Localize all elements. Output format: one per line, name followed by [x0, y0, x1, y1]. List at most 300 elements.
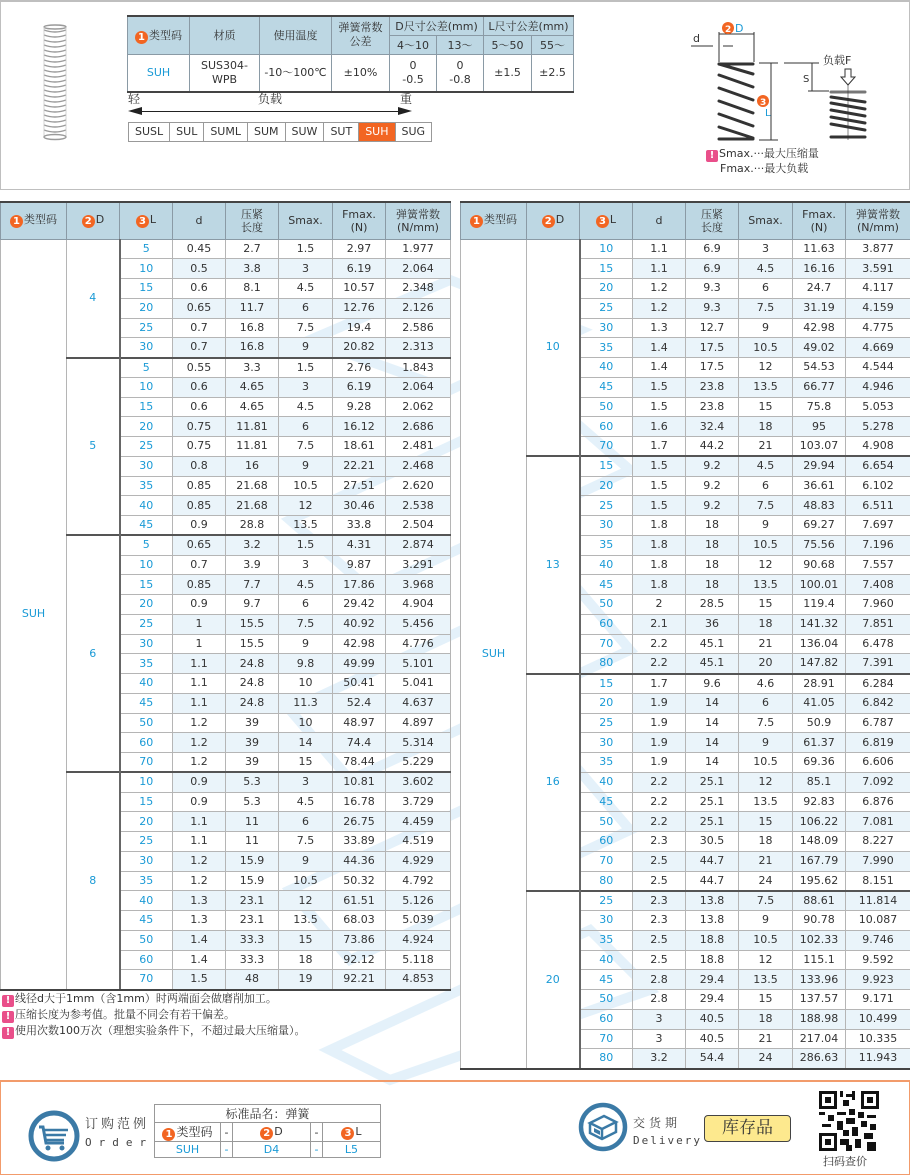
smax-cell: 18 [739, 417, 793, 437]
L-cell: 35 [580, 535, 633, 555]
solid-length-cell: 7.7 [226, 575, 279, 595]
table-row [1, 535, 451, 555]
smax-cell: 4.5 [739, 259, 793, 279]
fmax-cell: 20.82 [333, 338, 386, 358]
d-cell: 0.8 [173, 456, 226, 476]
spring-constant-cell: 7.092 [846, 772, 910, 792]
D-cell: 13 [527, 456, 580, 673]
smax-cell: 6 [739, 693, 793, 713]
d-cell: 1.3 [173, 911, 226, 931]
L-cell: 30 [120, 634, 173, 654]
fmax-cell: 195.62 [793, 871, 846, 891]
solid-length-cell: 23.8 [686, 397, 739, 417]
solid-length-cell: 14 [686, 753, 739, 773]
spring-constant-cell: 5.126 [386, 891, 451, 911]
fmax-cell: 16.16 [793, 259, 846, 279]
L-cell: 30 [580, 733, 633, 753]
L-cell: 20 [120, 812, 173, 832]
fmax-cell: 31.19 [793, 298, 846, 318]
spring-constant-cell: 6.284 [846, 674, 910, 694]
smax-cell: 6 [279, 595, 333, 615]
col-fmax: Fmax. (N) [793, 202, 846, 239]
spring-constant-cell: 5.101 [386, 654, 451, 674]
note-item: ! 使用次数100万次（理想实验条件下，不超过最大压缩量）。 [2, 1023, 306, 1039]
D-cell: 4 [67, 239, 120, 358]
spring-constant-cell: 7.196 [846, 535, 910, 555]
smax-cell: 15 [279, 753, 333, 773]
d-cell: 1.3 [173, 891, 226, 911]
solid-length-cell: 9.2 [686, 496, 739, 516]
fmax-cell: 6.19 [333, 377, 386, 397]
spring-constant-cell: 2.126 [386, 298, 451, 318]
d-cell: 2.5 [633, 871, 686, 891]
fmax-cell: 33.89 [333, 832, 386, 852]
spring-constant-cell: 4.929 [386, 851, 451, 871]
fmax-cell: 69.27 [793, 516, 846, 536]
solid-length-cell: 25.1 [686, 772, 739, 792]
order-L-value: L5 [323, 1142, 381, 1158]
fmax-cell: 40.92 [333, 614, 386, 634]
fmax-cell: 44.36 [333, 851, 386, 871]
down-arrow-icon [841, 69, 855, 85]
solid-length-cell: 39 [226, 753, 279, 773]
spec-header-d-range2: 13～ [437, 35, 484, 54]
L-cell: 10 [120, 772, 173, 792]
d-cell: 1.5 [633, 377, 686, 397]
d-cell: 1.3 [633, 318, 686, 338]
qr-label: 扫码查价 [823, 1155, 867, 1168]
L-cell: 25 [580, 298, 633, 318]
L-cell: 20 [580, 476, 633, 496]
spring-constant-cell: 3.602 [386, 772, 451, 792]
d-cell: 1.4 [633, 358, 686, 378]
spring-constant-cell: 11.943 [846, 1049, 910, 1069]
solid-length-cell: 23.1 [226, 911, 279, 931]
spring-constant-cell: 5.118 [386, 950, 451, 970]
d-label: d [693, 32, 700, 45]
fmax-cell: 102.33 [793, 930, 846, 950]
L-cell: 70 [580, 437, 633, 457]
fmax-cell: 18.61 [333, 437, 386, 457]
series-suml[interactable]: SUML [204, 123, 248, 141]
spec-panel [0, 0, 910, 190]
fmax-cell: 50.9 [793, 713, 846, 733]
d-cell: 1.1 [633, 239, 686, 259]
spring-photo [41, 24, 69, 142]
fmax-cell: 26.75 [333, 812, 386, 832]
d-cell: 1.1 [173, 654, 226, 674]
note-item: ! 线径d大于1mm（含1mm）时两端面会做磨削加工。 [2, 991, 306, 1007]
d-cell: 1.7 [633, 437, 686, 457]
solid-length-cell: 18 [686, 575, 739, 595]
L-cell: 35 [580, 753, 633, 773]
L-cell: 40 [580, 555, 633, 575]
smax-cell: 9 [739, 516, 793, 536]
spring-constant-cell: 6.819 [846, 733, 910, 753]
warning-icon: ! [2, 1011, 14, 1023]
L-cell: 15 [120, 792, 173, 812]
spring-constant-cell: 4.792 [386, 871, 451, 891]
L-cell: 25 [580, 891, 633, 911]
d-cell: 1.7 [633, 674, 686, 694]
spring-constant-cell: 7.391 [846, 654, 910, 674]
solid-length-cell: 33.3 [226, 930, 279, 950]
smax-cell: 9 [279, 851, 333, 871]
solid-length-cell: 5.3 [226, 792, 279, 812]
d-cell: 2.2 [633, 812, 686, 832]
solid-length-cell: 13.8 [686, 891, 739, 911]
smax-cell: 18 [279, 950, 333, 970]
smax-cell: 10.5 [279, 476, 333, 496]
d-cell: 0.55 [173, 358, 226, 378]
spring-constant-cell: 2.064 [386, 259, 451, 279]
d-cell: 0.9 [173, 792, 226, 812]
fmax-cell: 48.97 [333, 713, 386, 733]
spring-constant-cell: 7.081 [846, 812, 910, 832]
spring-constant-cell: 2.538 [386, 496, 451, 516]
d-cell: 3.2 [633, 1049, 686, 1069]
solid-length-cell: 18.8 [686, 950, 739, 970]
d-cell: 0.75 [173, 437, 226, 457]
solid-length-cell: 16.8 [226, 318, 279, 338]
solid-length-cell: 9.3 [686, 279, 739, 299]
d-cell: 2.2 [633, 634, 686, 654]
col-solid-length: 压紧 长度 [686, 202, 739, 239]
L-cell: 35 [580, 338, 633, 358]
L-cell: 10 [120, 555, 173, 575]
L-cell: 35 [120, 654, 173, 674]
solid-length-cell: 11.7 [226, 298, 279, 318]
spring-constant-cell: 2.504 [386, 516, 451, 536]
fmax-cell: 217.04 [793, 1029, 846, 1049]
smax-cell: 10 [279, 674, 333, 694]
delivery-label: 交货期 Delivery [633, 1116, 702, 1147]
d-cell: 1.2 [173, 851, 226, 871]
solid-length-cell: 3.9 [226, 555, 279, 575]
fmax-cell: 16.78 [333, 792, 386, 812]
fmax-cell: 2.76 [333, 358, 386, 378]
fmax-cell: 286.63 [793, 1049, 846, 1069]
d-cell: 0.7 [173, 555, 226, 575]
smax-cell: 3 [279, 772, 333, 792]
solid-length-cell: 36 [686, 614, 739, 634]
col-L: 3 L [120, 202, 173, 239]
L-cell: 20 [580, 693, 633, 713]
d-cell: 1.2 [633, 279, 686, 299]
fmax-cell: 49.02 [793, 338, 846, 358]
shopping-cart-icon [28, 1110, 80, 1162]
spring-constant-cell: 4.776 [386, 634, 451, 654]
spring-constant-cell: 6.606 [846, 753, 910, 773]
fmax-cell: 48.83 [793, 496, 846, 516]
col-smax: Smax. [739, 202, 793, 239]
fmax-cell: 92.83 [793, 792, 846, 812]
smax-cell: 24 [739, 871, 793, 891]
solid-length-cell: 2.7 [226, 239, 279, 259]
load-light-label: 轻 [128, 92, 141, 106]
spring-constant-cell: 8.151 [846, 871, 910, 891]
solid-length-cell: 5.3 [226, 772, 279, 792]
d-cell: 2.2 [633, 772, 686, 792]
smax-cell: 14 [279, 733, 333, 753]
smax-cell: 6 [739, 476, 793, 496]
smax-cell: 13.5 [739, 377, 793, 397]
d-cell: 2.5 [633, 930, 686, 950]
solid-length-cell: 24.8 [226, 654, 279, 674]
L-cell: 70 [580, 851, 633, 871]
spring-constant-cell: 6.654 [846, 456, 910, 476]
fmax-cell: 50.32 [333, 871, 386, 891]
series-sum[interactable]: SUM [248, 123, 286, 141]
L-cell: 25 [120, 318, 173, 338]
spring-constant-cell: 6.511 [846, 496, 910, 516]
spec-header-spring-tol: 弹簧常数公差 [332, 16, 390, 54]
series-sul[interactable]: SUL [170, 123, 204, 141]
load-scale [128, 90, 412, 117]
d-cell: 2.8 [633, 990, 686, 1010]
solid-length-cell: 40.5 [686, 1009, 739, 1029]
L-cell: 45 [580, 377, 633, 397]
solid-length-cell: 11 [226, 832, 279, 852]
col-d: d [633, 202, 686, 239]
spec-header-l-range1: 5～50 [484, 35, 532, 54]
spring-constant-cell: 7.557 [846, 555, 910, 575]
fmax-cell: 68.03 [333, 911, 386, 931]
d-cell: 1.9 [633, 753, 686, 773]
L-cell: 15 [120, 279, 173, 299]
d-cell: 0.9 [173, 772, 226, 792]
d-cell: 1.8 [633, 516, 686, 536]
spring-constant-cell: 3.591 [846, 259, 910, 279]
notes [2, 991, 306, 1039]
spring-constant-cell: 1.843 [386, 358, 451, 378]
spring-constant-cell: 4.117 [846, 279, 910, 299]
L-cell: 50 [120, 713, 173, 733]
solid-length-cell: 45.1 [686, 634, 739, 654]
d-cell: 1.2 [173, 713, 226, 733]
solid-length-cell: 9.2 [686, 456, 739, 476]
smax-cell: 12 [739, 772, 793, 792]
fmax-cell: 6.19 [333, 259, 386, 279]
smax-cell: 7.5 [739, 496, 793, 516]
L-cell: 60 [580, 417, 633, 437]
col-spring-constant: 弹簧常数 (N/mm) [386, 202, 451, 239]
solid-length-cell: 45.1 [686, 654, 739, 674]
series-sut[interactable]: SUT [324, 123, 359, 141]
solid-length-cell: 25.1 [686, 792, 739, 812]
series-susl[interactable]: SUSL [129, 123, 170, 141]
badge-1: 1 [135, 31, 148, 44]
fmax-cell: 95 [793, 417, 846, 437]
solid-length-cell: 4.65 [226, 397, 279, 417]
d-cell: 2.3 [633, 891, 686, 911]
spring-constant-cell: 10.087 [846, 911, 910, 931]
fmax-cell: 12.76 [333, 298, 386, 318]
d-cell: 0.9 [173, 516, 226, 536]
smax-cell: 4.5 [279, 575, 333, 595]
smax-cell: 12 [739, 555, 793, 575]
solid-length-cell: 4.65 [226, 377, 279, 397]
smax-cell: 11.3 [279, 693, 333, 713]
solid-length-cell: 44.7 [686, 851, 739, 871]
smax-cell: 10.5 [739, 753, 793, 773]
solid-length-cell: 40.5 [686, 1029, 739, 1049]
d-cell: 1.1 [173, 674, 226, 694]
smax-cell: 10.5 [739, 535, 793, 555]
fmax-cell: 75.8 [793, 397, 846, 417]
order-title: 标准品名：弹簧 [155, 1105, 381, 1123]
spring-constant-cell: 6.478 [846, 634, 910, 654]
d-cell: 1.1 [173, 693, 226, 713]
d-cell: 1.5 [633, 456, 686, 476]
d-cell: 2.5 [633, 950, 686, 970]
solid-length-cell: 14 [686, 713, 739, 733]
type-code-cell: SUH [461, 239, 527, 1069]
order-D-value: D4 [233, 1142, 311, 1158]
L-cell: 35 [120, 476, 173, 496]
L-cell: 15 [580, 456, 633, 476]
spring-constant-cell: 3.968 [386, 575, 451, 595]
spring-constant-cell: 4.924 [386, 930, 451, 950]
smax-cell: 4.5 [739, 456, 793, 476]
smax-cell: 4.5 [279, 792, 333, 812]
series-sug[interactable]: SUG [396, 123, 432, 141]
L-cell: 45 [120, 693, 173, 713]
spring-constant-cell: 2.062 [386, 397, 451, 417]
spring-constant-cell: 7.990 [846, 851, 910, 871]
fmax-cell: 52.4 [333, 693, 386, 713]
fmax-cell: 17.86 [333, 575, 386, 595]
table-header-row [1, 202, 451, 239]
fmax-cell: 41.05 [793, 693, 846, 713]
spring-constant-cell: 4.946 [846, 377, 910, 397]
svg-text:3: 3 [760, 98, 767, 108]
solid-length-cell: 12.7 [686, 318, 739, 338]
L-cell: 80 [580, 871, 633, 891]
smax-cell: 9 [739, 318, 793, 338]
spring-constant-cell: 5.039 [386, 911, 451, 931]
fmax-cell: 49.99 [333, 654, 386, 674]
L-cell: 25 [120, 614, 173, 634]
spec-header-temperature: 使用温度 [260, 16, 332, 54]
smax-cell: 1.5 [279, 239, 333, 259]
fmax-cell: 2.97 [333, 239, 386, 259]
spec-material-value: SUS304-WPB [190, 54, 260, 92]
L-cell: 80 [580, 1049, 633, 1069]
L-cell: 15 [120, 397, 173, 417]
spring-constant-cell: 2.481 [386, 437, 451, 457]
solid-length-cell: 11.81 [226, 437, 279, 457]
d-cell: 3 [633, 1029, 686, 1049]
warning-icon: ! [706, 150, 718, 162]
col-smax: Smax. [279, 202, 333, 239]
fmax-cell: 42.98 [793, 318, 846, 338]
spring-constant-cell: 2.874 [386, 535, 451, 555]
svg-text:S: S [803, 74, 810, 85]
smax-cell: 6 [279, 812, 333, 832]
fmax-cell: 10.81 [333, 772, 386, 792]
spec-table [127, 15, 574, 93]
smax-cell: 7.5 [739, 891, 793, 911]
L-cell: 45 [580, 970, 633, 990]
spring-constant-cell: 9.592 [846, 950, 910, 970]
L-cell: 70 [580, 634, 633, 654]
smax-cell: 15 [739, 812, 793, 832]
solid-length-cell: 3.2 [226, 535, 279, 555]
fmax-cell: 137.57 [793, 990, 846, 1010]
solid-length-cell: 17.5 [686, 338, 739, 358]
L-cell: 70 [120, 753, 173, 773]
solid-length-cell: 29.4 [686, 970, 739, 990]
spec-header-l-range2: 55～ [532, 35, 574, 54]
fmax-cell: 115.1 [793, 950, 846, 970]
d-cell: 2.2 [633, 792, 686, 812]
smax-cell: 20 [739, 654, 793, 674]
spring-constant-cell: 2.620 [386, 476, 451, 496]
col-type-code: 1 类型码 [461, 202, 527, 239]
d-cell: 1.4 [633, 338, 686, 358]
fmax-cell: 69.36 [793, 753, 846, 773]
series-suw[interactable]: SUW [286, 123, 325, 141]
load-heavy-label: 重 [399, 92, 412, 106]
smax-cell: 3 [279, 259, 333, 279]
solid-length-cell: 48 [226, 970, 279, 990]
L-cell: 15 [120, 575, 173, 595]
L-cell: 80 [580, 654, 633, 674]
smax-cell: 19 [279, 970, 333, 990]
solid-length-cell: 33.3 [226, 950, 279, 970]
series-suh[interactable]: SUH [359, 123, 395, 141]
smax-cell: 13.5 [739, 970, 793, 990]
spring-constant-cell: 4.637 [386, 693, 451, 713]
d-cell: 1.1 [173, 832, 226, 852]
fmax-cell: 167.79 [793, 851, 846, 871]
L-cell: 25 [120, 832, 173, 852]
d-cell: 1.5 [633, 496, 686, 516]
fmax-cell: 188.98 [793, 1009, 846, 1029]
solid-length-cell: 15.5 [226, 634, 279, 654]
spring-constant-cell: 9.171 [846, 990, 910, 1010]
solid-length-cell: 18.8 [686, 930, 739, 950]
L-cell: 25 [580, 496, 633, 516]
spec-header-type: 1 类型码 [128, 16, 190, 54]
smax-cell: 15 [739, 595, 793, 615]
smax-cell: 6 [739, 279, 793, 299]
solid-length-cell: 14 [686, 693, 739, 713]
spring-constant-cell: 5.053 [846, 397, 910, 417]
fmax-cell: 92.21 [333, 970, 386, 990]
spring-constant-cell: 1.977 [386, 239, 451, 259]
solid-length-cell: 17.5 [686, 358, 739, 378]
spec-type-value: SUH [128, 54, 190, 92]
col-type-code: 1 类型码 [1, 202, 67, 239]
D-cell: 10 [527, 239, 580, 456]
col-solid-length: 压紧 长度 [226, 202, 279, 239]
d-cell: 1.4 [173, 950, 226, 970]
table-row [1, 772, 451, 792]
solid-length-cell: 9.6 [686, 674, 739, 694]
fmax-cell: 16.12 [333, 417, 386, 437]
solid-length-cell: 18 [686, 516, 739, 536]
fmax-cell: 88.61 [793, 891, 846, 911]
L-cell: 30 [120, 851, 173, 871]
qr-code-icon[interactable] [819, 1091, 879, 1151]
fmax-cell: 141.32 [793, 614, 846, 634]
smax-cell: 4.5 [279, 279, 333, 299]
L-cell: 60 [120, 733, 173, 753]
d-cell: 2.2 [633, 654, 686, 674]
solid-length-cell: 13.8 [686, 911, 739, 931]
